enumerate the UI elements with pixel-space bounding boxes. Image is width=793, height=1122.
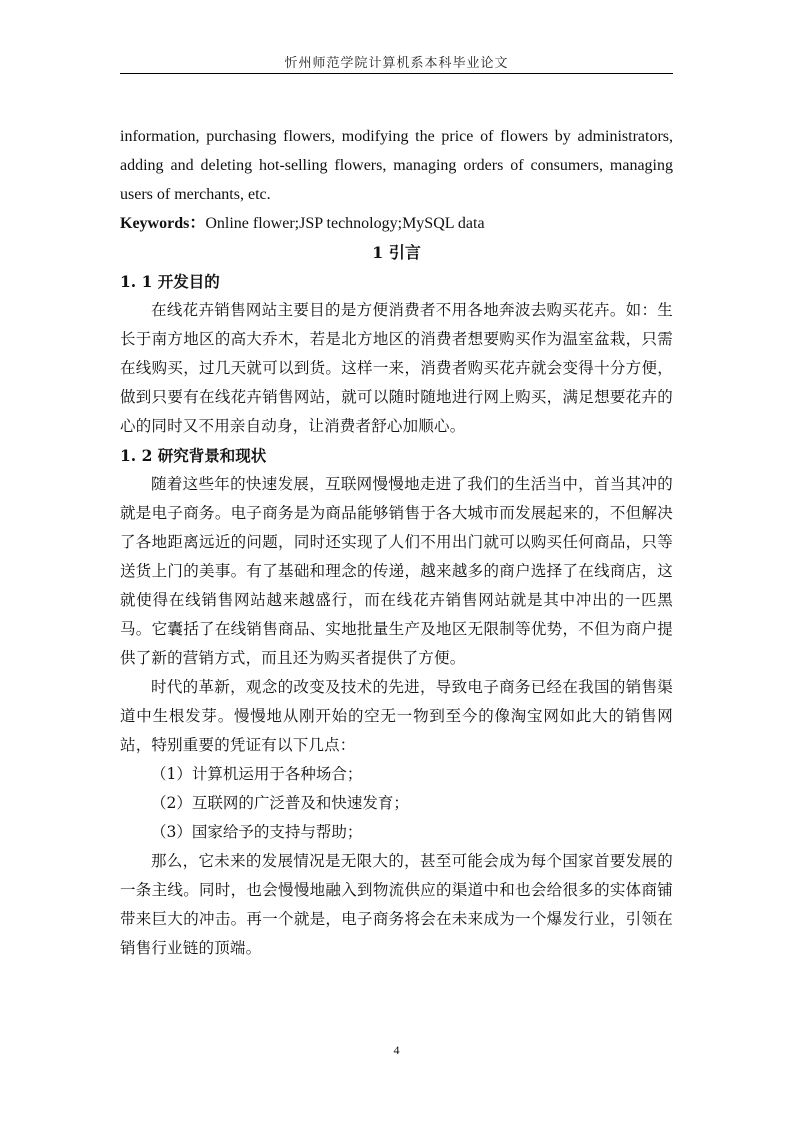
list-item: （3）国家给予的支持与帮助；	[151, 823, 363, 841]
section-title-1-1: 1. 1 开发目的	[120, 272, 220, 291]
section-title-1-2: 1. 2 研究背景和现状	[120, 446, 267, 465]
chapter-title: 1 引言	[372, 243, 421, 262]
list-item: （1）计算机运用于各种场合；	[151, 765, 363, 783]
abstract-en-continuation: information, purchasing flowers, modifying the price of flowers by administrators, adding and deleting hot-selling flowers, managing orders of consumers, managing users of merchants, etc.	[120, 128, 673, 203]
keywords-line	[120, 209, 673, 238]
page-body	[120, 122, 673, 963]
paragraph: 在线花卉销售网站主要目的是方便消费者不用各地奔波去购买花卉。如：生长于南方地区的高大乔木，若是北方地区的消费者想要购买作为温室盆栽，只需在线购买，过几天就可以到货。这样一来，消费者购买花卉就会变得十分方便，做到只要有在线花卉销售网站，就可以随时随地进行网上购买，满足想要花卉的心的同时又不用亲自动身，让消费者舒心加顺心。	[120, 301, 673, 435]
paragraph: 时代的革新，观念的改变及技术的先进，导致电子商务已经在我国的销售渠道中生根发芽。慢慢地从刚开始的空无一物到至今的像淘宝网如此大的销售网站，特别重要的凭证有以下几点：	[120, 678, 673, 754]
page-header-title: 忻州师范学院计算机系本科毕业论文	[284, 56, 509, 71]
paragraph: 随着这些年的快速发展，互联网慢慢地走进了我们的生活当中，首当其冲的就是电子商务。电子商务是为商品能够销售于各大城市而发展起来的，不但解决了各地距离远近的问题，同时还实现了人们不用出门就可以购买任何商品，只等送货上门的美事。有了基础和理念的传递，越来越多的商户选择了在线商店，这就使得在线销售网站越来越盛行，而在线花卉销售网站就是其中冲出的一匹黑马。它囊括了在线销售商品、实地批量生产及地区无限制等优势，不但为商户提供了新的营销方式，而且还为购买者提供了方便。	[120, 475, 673, 667]
header-divider	[120, 73, 673, 74]
keywords-text: Online flower;JSP technology;MySQL data	[205, 215, 485, 232]
page-number: 4	[393, 1043, 400, 1057]
list-item: （2）互联网的广泛普及和快速发育；	[151, 794, 409, 812]
paragraph: 那么，它未来的发展情况是无限大的，甚至可能会成为每个国家首要发展的一条主线。同时，也会慢慢地融入到物流供应的渠道中和也会给很多的实体商铺带来巨大的冲击。再一个就是，电子商务将会在未来成为一个爆发行业，引领在销售行业链的顶端。	[120, 852, 673, 957]
keywords-label: Keywords：	[120, 215, 206, 232]
